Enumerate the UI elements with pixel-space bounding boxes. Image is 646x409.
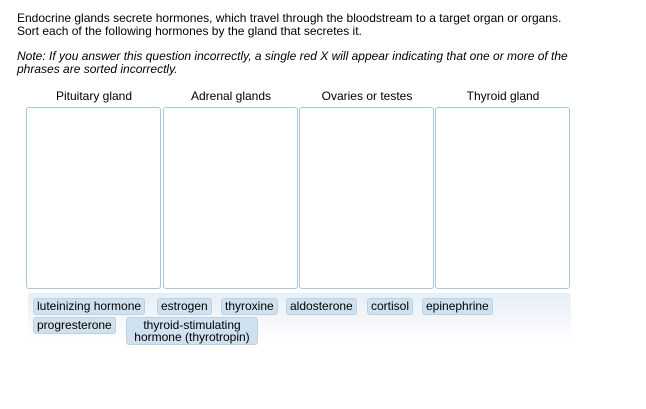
draggable-item-progresterone[interactable]: progresterone	[33, 317, 116, 334]
bin-label: Adrenal glands	[190, 89, 272, 103]
draggable-item-thyroxine[interactable]: thyroxine	[221, 298, 278, 315]
draggable-item-aldosterone[interactable]: aldosterone	[286, 298, 357, 315]
draggable-item-estrogen[interactable]: estrogen	[157, 298, 212, 315]
bin-label: Ovaries or testes	[321, 89, 413, 103]
bin-drop-zone-ovaries-testes[interactable]	[299, 107, 434, 289]
draggable-item-epinephrine[interactable]: epinephrine	[422, 298, 493, 315]
instructions	[17, 12, 627, 38]
draggable-item-cortisol[interactable]: cortisol	[367, 298, 413, 315]
sorting-bins	[26, 88, 572, 290]
note	[17, 50, 627, 76]
bin-label: Thyroid gland	[466, 89, 540, 103]
draggable-item-luteinizing-hormone[interactable]: luteinizing hormone	[33, 298, 145, 315]
bin-drop-zone-adrenal[interactable]	[163, 107, 298, 289]
note-line-2: phrases are sorted incorrectly.	[17, 62, 178, 76]
bin-drop-zone-thyroid[interactable]	[435, 107, 570, 289]
instructions-line-1: Endocrine glands secrete hormones, which travel through the bloodstream to a target organ or organs.	[17, 11, 562, 25]
bin-drop-zone-pituitary[interactable]	[26, 107, 161, 289]
note-line-1: Note: If you answer this question incorrectly, a single red X will appear indicating that one or more of the	[17, 49, 568, 63]
draggable-item-thyroid-stimulating-hormone[interactable]: thyroid-stimulating hormone (thyrotropin)	[126, 317, 258, 345]
bin-label: Pituitary gland	[55, 89, 133, 103]
instructions-line-2: Sort each of the following hormones by the gland that secretes it.	[17, 24, 362, 38]
